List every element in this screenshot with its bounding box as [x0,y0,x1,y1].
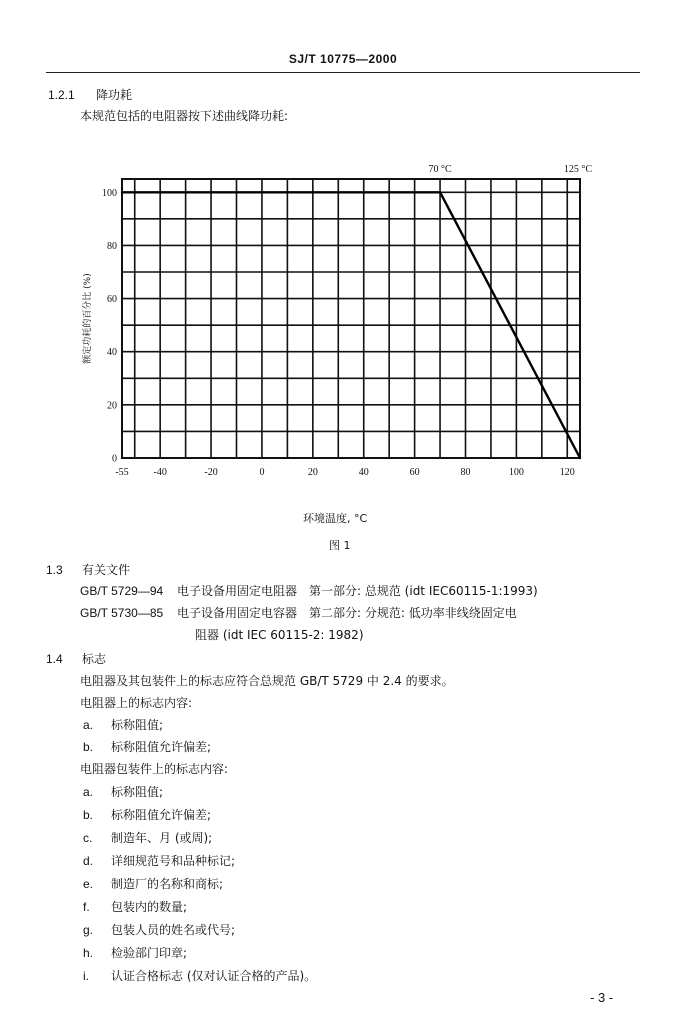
y-tick-label: 40 [107,347,117,359]
section-1-3-number: 1.3 [46,563,63,577]
section-1-2-1-intro: 本规范包括的电阻器按下述曲线降功耗: [80,109,289,123]
y-tick-label: 80 [107,240,117,252]
derating-chart-svg [60,155,620,485]
temperature-annotation: 70 °C [428,164,452,175]
section-1-3-title: 有关文件 [82,563,131,577]
package-marking-item: 认证合格标志 (仅对认证合格的产品)。 [111,969,317,983]
page-number: - 3 - [590,990,614,1005]
package-marking-item-marker: e. [83,877,94,891]
section-1-4-number: 1.4 [46,652,63,666]
header-rule [46,72,640,73]
resistor-marking-item-marker: b. [83,740,94,754]
resistor-marking-heading: 电阻器上的标志内容: [80,696,193,710]
section-1-2-1-title: 降功耗 [96,88,133,102]
package-marking-item-marker: b. [83,808,94,822]
y-tick-label: 0 [112,453,117,465]
y-tick-label: 20 [107,400,117,412]
package-marking-item-marker: f. [83,900,90,914]
marking-requirement: 电阻器及其包装件上的标志应符合总规范 GB/T 5729 中 2.4 的要求。 [80,674,454,688]
reference-2-title-cont: 阻器 (idt IEC 60115-2: 1982) [195,628,364,642]
resistor-marking-item-marker: a. [83,718,94,732]
y-tick-label: 100 [102,187,117,199]
package-marking-item-marker: i. [83,969,89,983]
x-tick-label: 40 [358,467,369,478]
chart-grid [122,179,580,458]
data-point [439,191,441,193]
package-marking-item: 详细规范号和品种标记; [111,854,236,868]
page-header-title: SJ/T 10775—2000 [288,52,398,66]
data-point [121,191,123,193]
package-marking-item: 包装内的数量; [111,900,188,914]
package-marking-item-marker: g. [83,923,94,937]
temperature-annotation: 125 °C [563,164,593,175]
package-marking-item: 制造年、月 (或周); [111,831,213,845]
x-tick-label: 0 [259,467,265,478]
chart-x-axis-label: 环境温度, °C [303,512,368,525]
section-1-4-title: 标志 [82,652,107,666]
x-tick-label: -40 [153,467,167,478]
package-marking-item: 检验部门印章; [111,946,188,960]
plot-frame [122,179,580,458]
reference-2-title: 电子设备用固定电容器 第二部分: 分规范: 低功率非线绕固定电 [177,606,517,620]
package-marking-item: 标称阻值; [111,785,164,799]
x-tick-label: 20 [307,467,318,478]
x-tick-label: -20 [204,467,218,478]
package-marking-item-marker: c. [83,831,93,845]
x-tick-label: 100 [508,467,524,478]
y-axis-label: 额定功耗的百分比 (%) [83,273,93,364]
x-tick-label: 120 [559,467,575,478]
x-tick-label: 80 [460,467,471,478]
package-marking-item: 制造厂的名称和商标; [111,877,224,891]
reference-1-title: 电子设备用固定电阻器 第一部分: 总规范 (idt IEC60115-1:1993) [177,584,538,598]
package-marking-item-marker: d. [83,854,94,868]
x-tick-label: 60 [409,467,420,478]
figure-caption: 图 1 [329,539,351,552]
resistor-marking-item: 标称阻值; [111,718,164,732]
package-marking-item-marker: a. [83,785,94,799]
reference-1-code: GB/T 5729—94 [80,584,164,598]
resistor-marking-item: 标称阻值允许偏差; [111,740,212,754]
derating-chart [60,155,620,489]
package-marking-item: 标称阻值允许偏差; [111,808,212,822]
section-1-2-1-number: 1.2.1 [48,88,75,102]
reference-2-code: GB/T 5730—85 [80,606,164,620]
x-tick-label: -55 [115,467,129,478]
data-point [579,457,581,459]
package-marking-item: 包装人员的姓名或代号; [111,923,236,937]
package-marking-item-marker: h. [83,946,94,960]
package-marking-heading: 电阻器包装件上的标志内容: [80,762,229,776]
y-tick-label: 60 [107,294,117,306]
